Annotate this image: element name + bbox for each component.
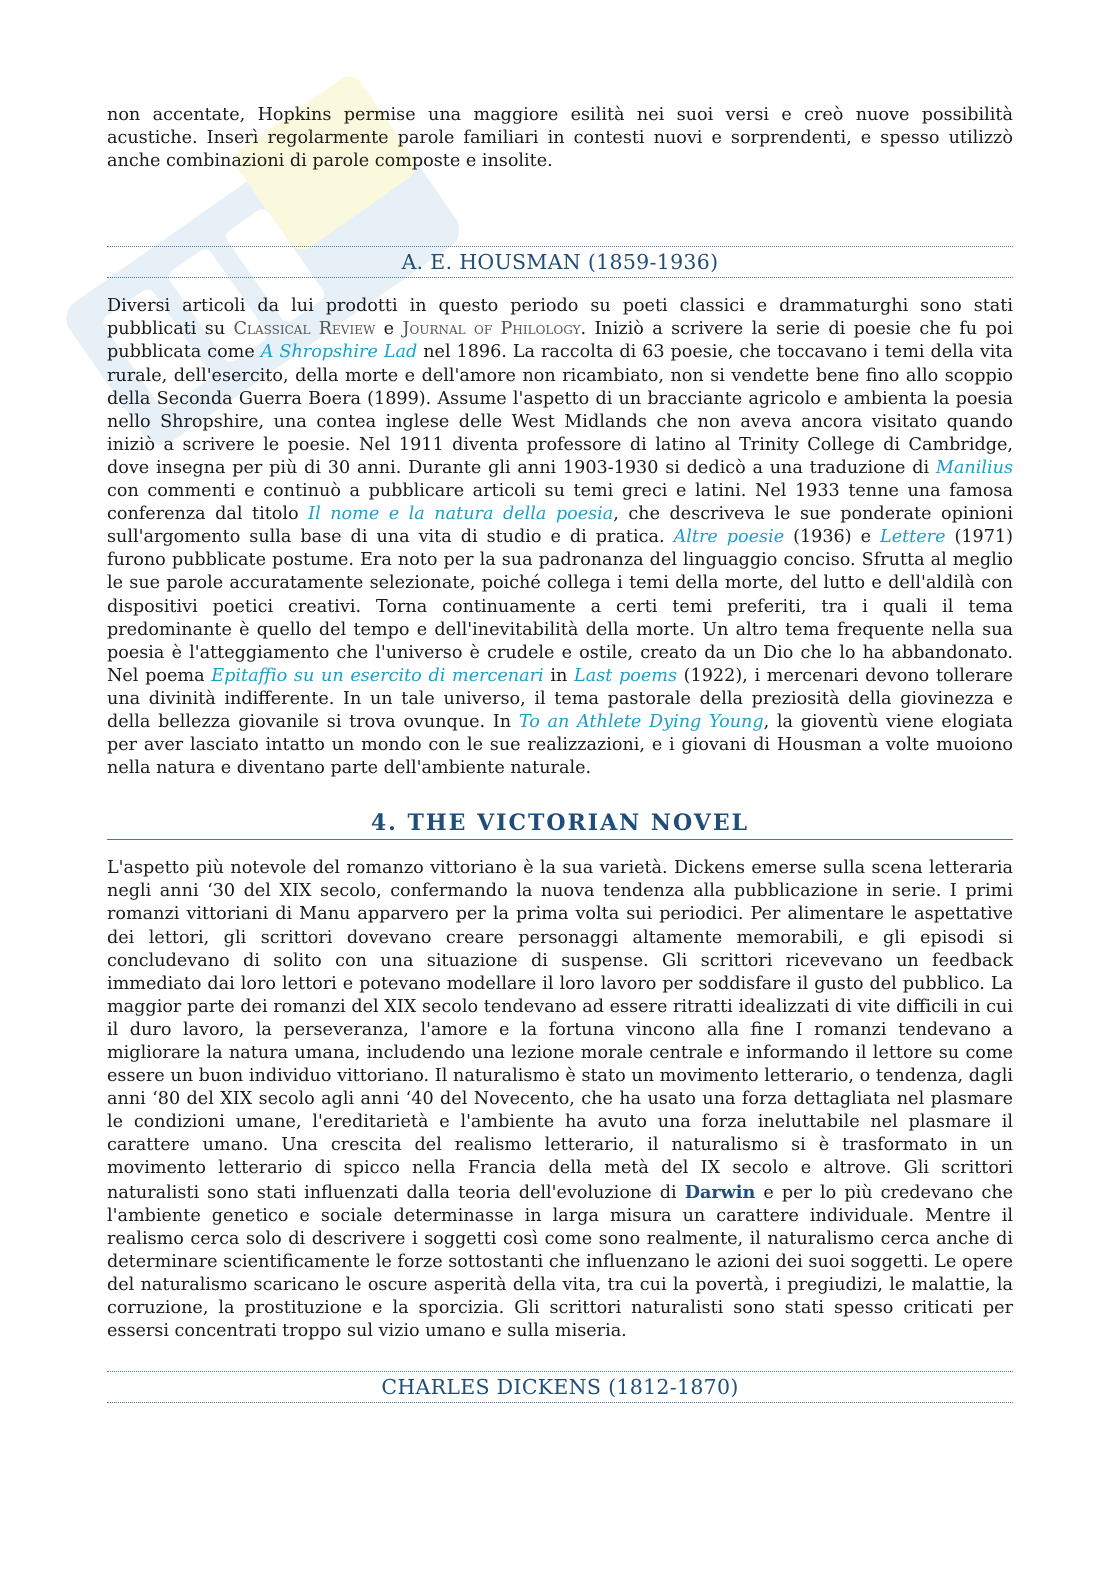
link-to-an-athlete-dying-young[interactable]: To an Athlete Dying Young [518, 711, 764, 732]
section-heading-housman: A. E. HOUSMAN (1859-1936) [107, 246, 1013, 278]
section-heading-charles-dickens: CHARLES DICKENS (1812-1870) [107, 1371, 1013, 1403]
link-il-nome-e-la-natura-della-poesia[interactable]: Il nome e la natura della poesia [308, 504, 614, 525]
journal-of-philology: Journal of Philology [402, 319, 581, 340]
link-last-poems[interactable]: Last poems [574, 665, 677, 686]
housman-paragraph: Diversi articoli da lui prodotti in questo periodo su poeti classici e drammaturghi sono stati pubblicati su Classical Review e Journal of Philology. Iniziò a scrivere la serie di poesie che fu poi pubblicata come A Shropshire Lad nel 1896. La raccolta di 63 poesie, che toccavano i temi della vita rurale, dell'esercito, della morte e dell'amore non ricambiato, non si vendette bene fino allo scoppio della Seconda Guerra Boera (1899). Assume l'aspetto di un bracciante agricolo e ambienta la poesia nello Shropshire, una contea inglese delle West Midlands che non aveva ancora visitato quando iniziò a scrivere le poesie. Nel 1911 diventa professore di latino al Trinity College di Cambridge, dove insegna per più di 30 anni. Durante gli anni 1903-1930 si dedicò a una traduzione di Manilius con commenti e continuò a pubblicare articoli su temi greci e latini. Nel 1933 tenne una famosa conferenza dal titolo Il nome e la natura della poesia, che descriveva le sue ponderate opinioni sull'argomento sulla base di una vita di studio e di pratica. Altre poesie (1936) e Lettere (1971) furono pubblicate postume. Era noto per la sua padronanza del linguaggio conciso. Sfrutta al meglio le sue parole accuratamente selezionate, poiché collega i temi della morte, del lutto e dell'aldilà con dispositivi poetici creativi. Torna continuamente a certi temi preferiti, tra i quali il tema predominante è quello del tempo e dell'inevitabilità della morte. Un altro tema frequente nella sua poesia è l'atteggiamento che l'universo è crudele e ostile, creato da un Dio che lo ha abbandonato. Nel poema Epitaffio su un esercito di mercenari in Last poems (1922), i mercenari devono tollerare una divinità indifferente. In un tale universo, il tema pastorale della preziosità della giovinezza e della bellezza giovanile si trova ovunque. In To an Athlete Dying Young, la gioventù viene elogiata per aver lasciato intatto un mondo con le sue realizzazioni, e i giovani di Housman a volte muoiono nella natura e diventano parte dell'ambiente naturale. [107, 296, 1013, 779]
link-epitaffio[interactable]: Epitaffio su un esercito di mercenari [211, 665, 544, 686]
section-heading-victorian-novel: 4. THE VICTORIAN NOVEL [107, 808, 1013, 840]
victorian-novel-paragraph: L'aspetto più notevole del romanzo vittoriano è la sua varietà. Dickens emerse sulla scena letteraria negli anni ‘30 del XIX secolo, confermando la nuova tendenza alla pubblicazione in serie. I primi romanzi vittoriani di Manu apparvero per la prima volta sui periodici. Per alimentare le aspettative dei lettori, gli scrittori dovevano creare personaggi altamente memorabili, e gli episodi si concludevano di solito con una situazione di suspense. Gli scrittori ricevevano un feedback immediato dai loro lettori e potevano modellare il loro lavoro per soddisfare il gusto del pubblico. La maggior parte dei romanzi del XIX secolo tendevano ad essere ritratti idealizzati di vite difficili in cui il duro lavoro, la perseveranza, l'amore e la fortuna vincono alla fine I romanzi tendevano a migliorare la natura umana, includendo una lezione morale centrale e informando il lettore su come essere un buon individuo vittoriano. Il naturalismo è stato un movimento letterario, o tendenza, dagli anni ‘80 del XIX secolo agli anni ‘40 del Novecento, che ha usato una forza dettagliata nel plasmare le condizioni umane, l'ereditarietà e l'ambiente ha avuto una forza ineluttabile nel plasmare il carattere umano. Una crescita del realismo letterario, il naturalismo si è trasformato in un movimento letterario di spicco nella Francia della metà del IX secolo e altrove. Gli scrittori naturalisti sono stati influenzati dalla teoria dell'evoluzione di Darwin e per lo più credevano che l'ambiente genetico e sociale determinasse in larga misura un carattere individuale. Mentre il realismo cerca solo di descrivere i soggetti così come sono realmente, il naturalismo cerca anche di determinare scientificamente le forze sottostanti che influenzano le azioni dei suoi soggetti. Le opere del naturalismo scaricano le oscure asperità della vita, tra cui la povertà, i pregiudizi, le malattie, la corruzione, la prostituzione e la sporcizia. Gli scrittori naturalisti sono stati spesso criticati per essersi concentrati troppo sul vizio umano e sulla miseria. [107, 858, 1014, 1342]
link-a-shropshire-lad[interactable]: A Shropshire Lad [260, 342, 418, 363]
link-altre-poesie[interactable]: Altre poesie [673, 527, 785, 548]
journal-classical-review: Classical Review [233, 319, 376, 340]
intro-paragraph: non accentate, Hopkins permise una maggiore esilità nei suoi versi e creò nuove possibilità acustiche. Inserì regolarmente parole familiari in contesti nuovi e sorprendenti, e spesso utilizzò anche combinazioni di parole composte e insolite. [107, 105, 1013, 172]
document-page [107, 104, 1013, 1403]
link-manilius[interactable]: Manilius [935, 457, 1013, 478]
darwin-term: Darwin [684, 1181, 756, 1203]
link-lettere[interactable]: Lettere [880, 527, 946, 548]
